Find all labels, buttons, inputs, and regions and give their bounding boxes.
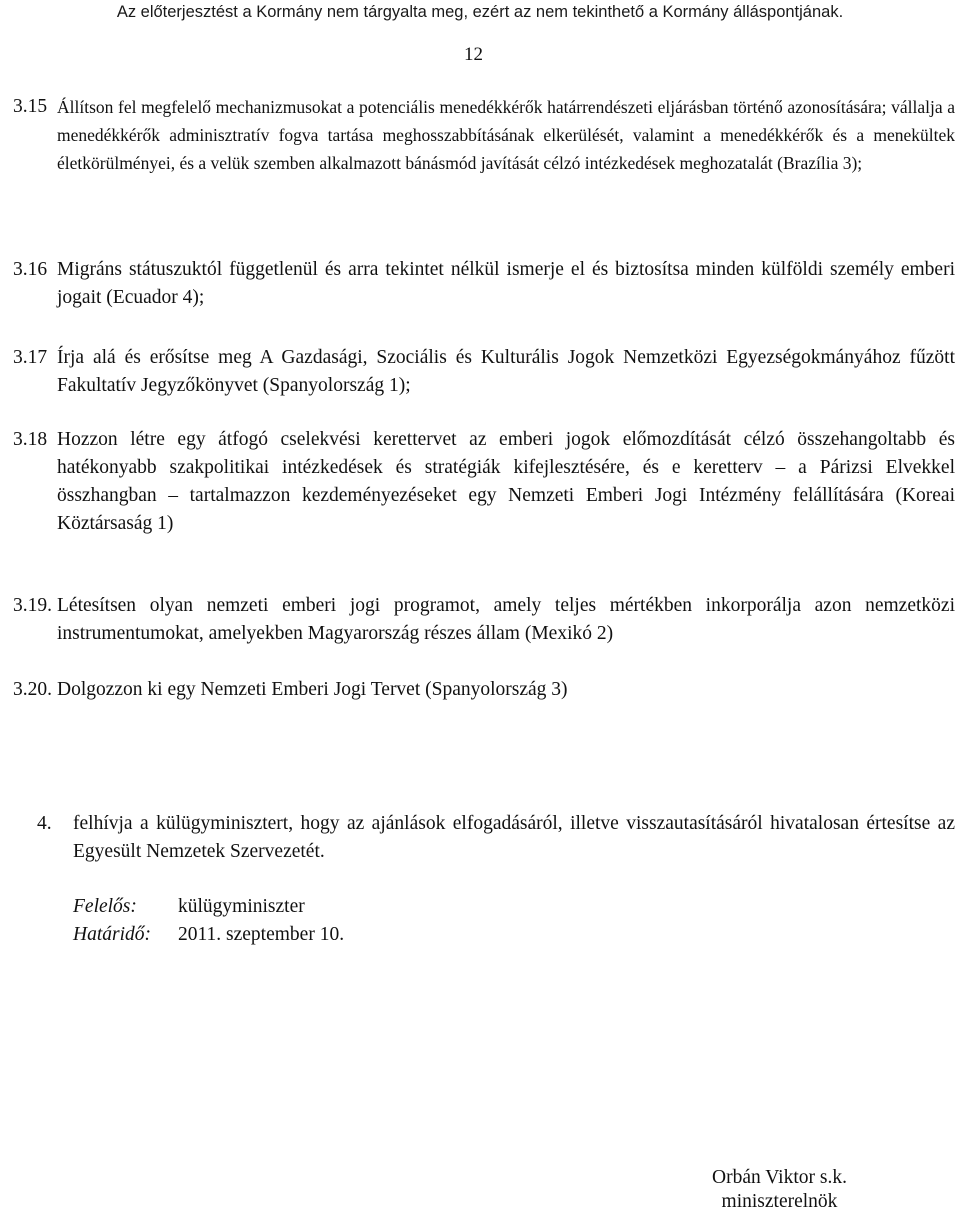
responsible-line bbox=[73, 893, 305, 921]
signatory-title: miniszterelnök bbox=[721, 1191, 838, 1212]
responsible-value: külügyminiszter bbox=[178, 896, 305, 917]
signature-block bbox=[712, 1166, 847, 1214]
item-text: felhívja a külügyminisztert, hogy az ajánlások elfogadásáról, illetve visszautasításáról hivatalosan értesítse az Egyesült Nemzetek Szervezetét. bbox=[73, 813, 955, 862]
recommendation-3-17 bbox=[13, 344, 955, 400]
item-number: 3.15 bbox=[13, 96, 48, 117]
item-text: Dolgozzon ki egy Nemzeti Emberi Jogi Tervet (Spanyolország 3) bbox=[57, 679, 568, 700]
draft-notice-header: Az előterjesztést a Kormány nem tárgyalta meg, ezért az nem tekinthető a Kormány álláspontjának. bbox=[116, 3, 844, 21]
item-number: 3.18 bbox=[13, 429, 48, 450]
recommendation-3-18 bbox=[13, 426, 955, 538]
deadline-label: Határidő: bbox=[73, 924, 151, 945]
signatory-name: Orbán Viktor s.k. bbox=[712, 1167, 847, 1188]
deadline-value: 2011. szeptember 10. bbox=[178, 924, 345, 945]
item-text: Hozzon létre egy átfogó cselekvési kerettervet az emberi jogok előmozdítását célzó összehangoltabb és hatékonyabb szakpolitikai intézkedések és stratégiák kifejlesztésére, és e keretterv ‒ a Párizsi Elvekkel összhangban ‒ tartalmazzon kezdeményezéseket egy Nemzeti Emberi Jogi Intézmény felállítására (Koreai Köztársaság 1) bbox=[57, 429, 955, 534]
item-number: 3.16 bbox=[13, 259, 48, 280]
item-text: Írja alá és erősítse meg A Gazdasági, Szociális és Kulturális Jogok Nemzetközi Egyezségokmányához fűzött Fakultatív Jegyzőkönyvet (Spanyolország 1); bbox=[57, 347, 955, 396]
recommendation-3-19 bbox=[13, 592, 955, 648]
recommendation-3-15 bbox=[13, 93, 955, 177]
item-text: Migráns státuszuktól függetlenül és arra tekintet nélkül ismerje el és biztosítsa minden külföldi személy emberi jogait (Ecuador 4); bbox=[57, 259, 955, 308]
item-number: 3.20. bbox=[13, 679, 52, 700]
recommendation-3-20 bbox=[13, 676, 955, 704]
item-text: Létesítsen olyan nemzeti emberi jogi programot, amely teljes mértékben inkorporálja azon nemzetközi instrumentumokat, amelyekben Magyarország részes állam (Mexikó 2) bbox=[57, 595, 955, 644]
item-text: Állítson fel megfelelő mechanizmusokat a potenciális menedékkérők határrendészeti eljárásban történő azonosítására; vállalja a menedékkérők adminisztratív fogva tartása meghosszabbításának elkerülését, valamint a menedékkérők és a menekültek életkörülményei, és a velük szemben alkalmazott bánásmód javítását célzó intézkedések meghozatalát (Brazília 3); bbox=[57, 97, 955, 173]
responsible-label: Felelős: bbox=[73, 896, 137, 917]
item-number: 4. bbox=[37, 813, 52, 834]
point-4 bbox=[37, 810, 955, 866]
recommendation-3-16 bbox=[13, 256, 955, 312]
page-number: 12 bbox=[464, 44, 483, 65]
deadline-line bbox=[73, 921, 344, 949]
item-number: 3.17 bbox=[13, 347, 48, 368]
item-number: 3.19. bbox=[13, 595, 52, 616]
